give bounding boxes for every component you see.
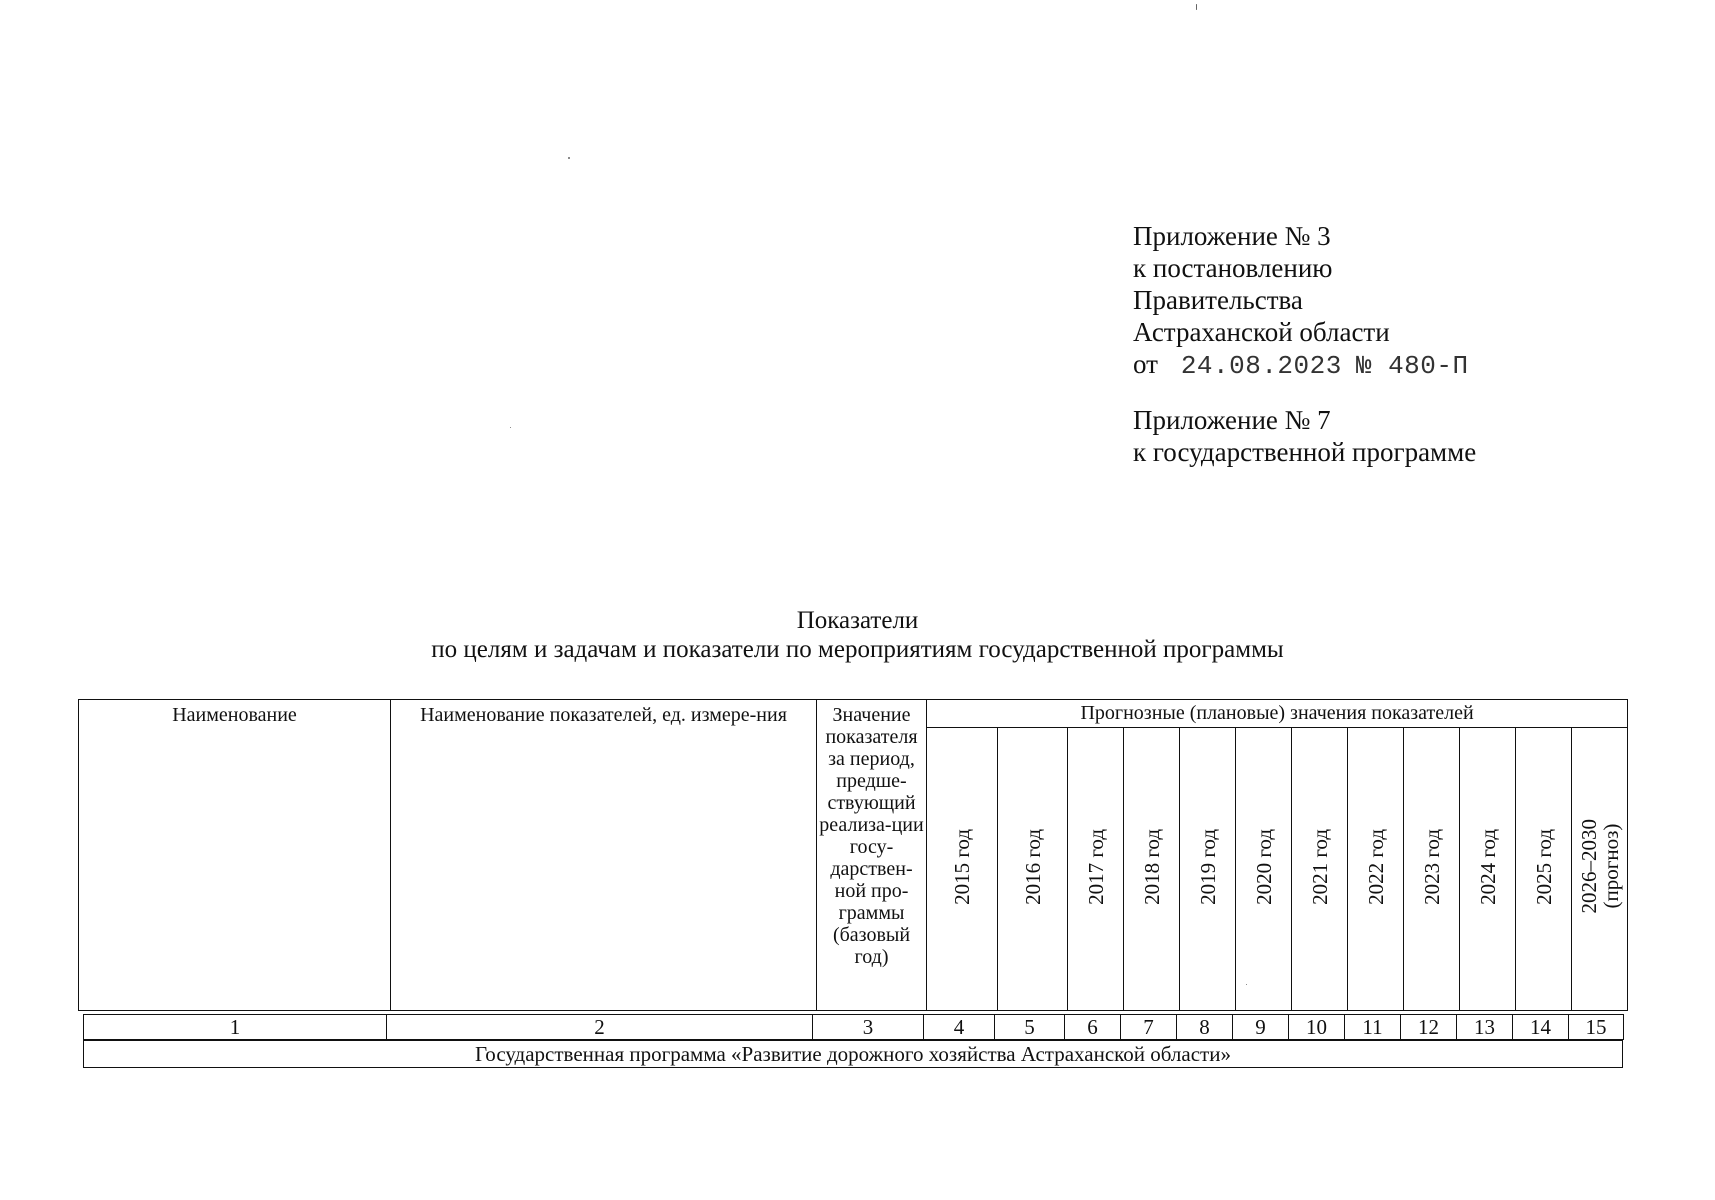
program-row-table [83, 1040, 1623, 1068]
column-number-8: 8 [1177, 1015, 1233, 1040]
column-number-13: 13 [1457, 1015, 1513, 1040]
column-number-4: 4 [924, 1015, 995, 1040]
column-number-9: 9 [1233, 1015, 1289, 1040]
appendix-line-1: Приложение № 3 [1133, 221, 1331, 251]
header-year-6: 2020 год [1236, 728, 1292, 1011]
appendix-line-7: Приложение № 7 [1133, 405, 1331, 435]
header-year-3: 2017 год [1068, 728, 1124, 1011]
column-number-12: 12 [1401, 1015, 1457, 1040]
document-title [0, 606, 1715, 664]
title-line-1: Показатели [796, 607, 919, 634]
header-year-7: 2021 год [1292, 728, 1348, 1011]
header-year-4: 2018 год [1124, 728, 1180, 1011]
indicators-table-header [78, 699, 1628, 1011]
appendix-line-2: к постановлению [1133, 253, 1333, 283]
appendix-date-line [1133, 348, 1476, 382]
column-number-10: 10 [1289, 1015, 1345, 1040]
header-year-12: 2026–2030 (прогноз) [1572, 728, 1628, 1011]
date-stamp: 24.08.2023 № 480-П [1180, 351, 1469, 381]
header-year-5: 2019 год [1180, 728, 1236, 1011]
appendix-line-3: Правительства [1133, 285, 1303, 315]
header-year-10: 2024 год [1460, 728, 1516, 1011]
header-indicator-name: Наименование показателей, ед. измере-ния [391, 700, 817, 1011]
column-number-5: 5 [995, 1015, 1065, 1040]
header-forecast-group: Прогнозные (плановые) значения показателей [927, 700, 1628, 728]
column-numbers-row [83, 1014, 1624, 1040]
appendix-line-8: к государственной программе [1133, 437, 1477, 467]
column-number-14: 14 [1513, 1015, 1569, 1040]
program-row: Государственная программа «Развитие дорожного хозяйства Астраханской области» [84, 1041, 1623, 1068]
header-year-9: 2023 год [1404, 728, 1460, 1011]
appendix-block [1133, 220, 1476, 468]
date-prefix: от [1133, 349, 1158, 379]
header-base-value: Значение показателя за период, предше-ствующий реализа-ции госу-дарствен-ной про-граммы (базовый год) [817, 700, 927, 1011]
scan-speck [510, 427, 511, 428]
column-number-15: 15 [1569, 1015, 1624, 1040]
column-number-2: 2 [387, 1015, 813, 1040]
scan-speck [568, 157, 570, 159]
header-year-1: 2015 год [927, 728, 998, 1011]
header-year-11: 2025 год [1516, 728, 1572, 1011]
scan-speck [1196, 4, 1197, 10]
header-name: Наименование [79, 700, 391, 1011]
appendix-line-4: Астраханской области [1133, 317, 1390, 347]
column-number-1: 1 [84, 1015, 387, 1040]
scan-speck [1246, 984, 1247, 985]
column-number-7: 7 [1121, 1015, 1177, 1040]
column-number-6: 6 [1065, 1015, 1121, 1040]
column-number-11: 11 [1345, 1015, 1401, 1040]
title-line-2: по целям и задачам и показатели по мероприятиям государственной программы [431, 636, 1284, 663]
column-number-3: 3 [813, 1015, 924, 1040]
header-year-2: 2016 год [998, 728, 1068, 1011]
number-sign: № [1355, 351, 1372, 381]
document-number: 480-П [1388, 351, 1469, 381]
header-year-8: 2022 год [1348, 728, 1404, 1011]
